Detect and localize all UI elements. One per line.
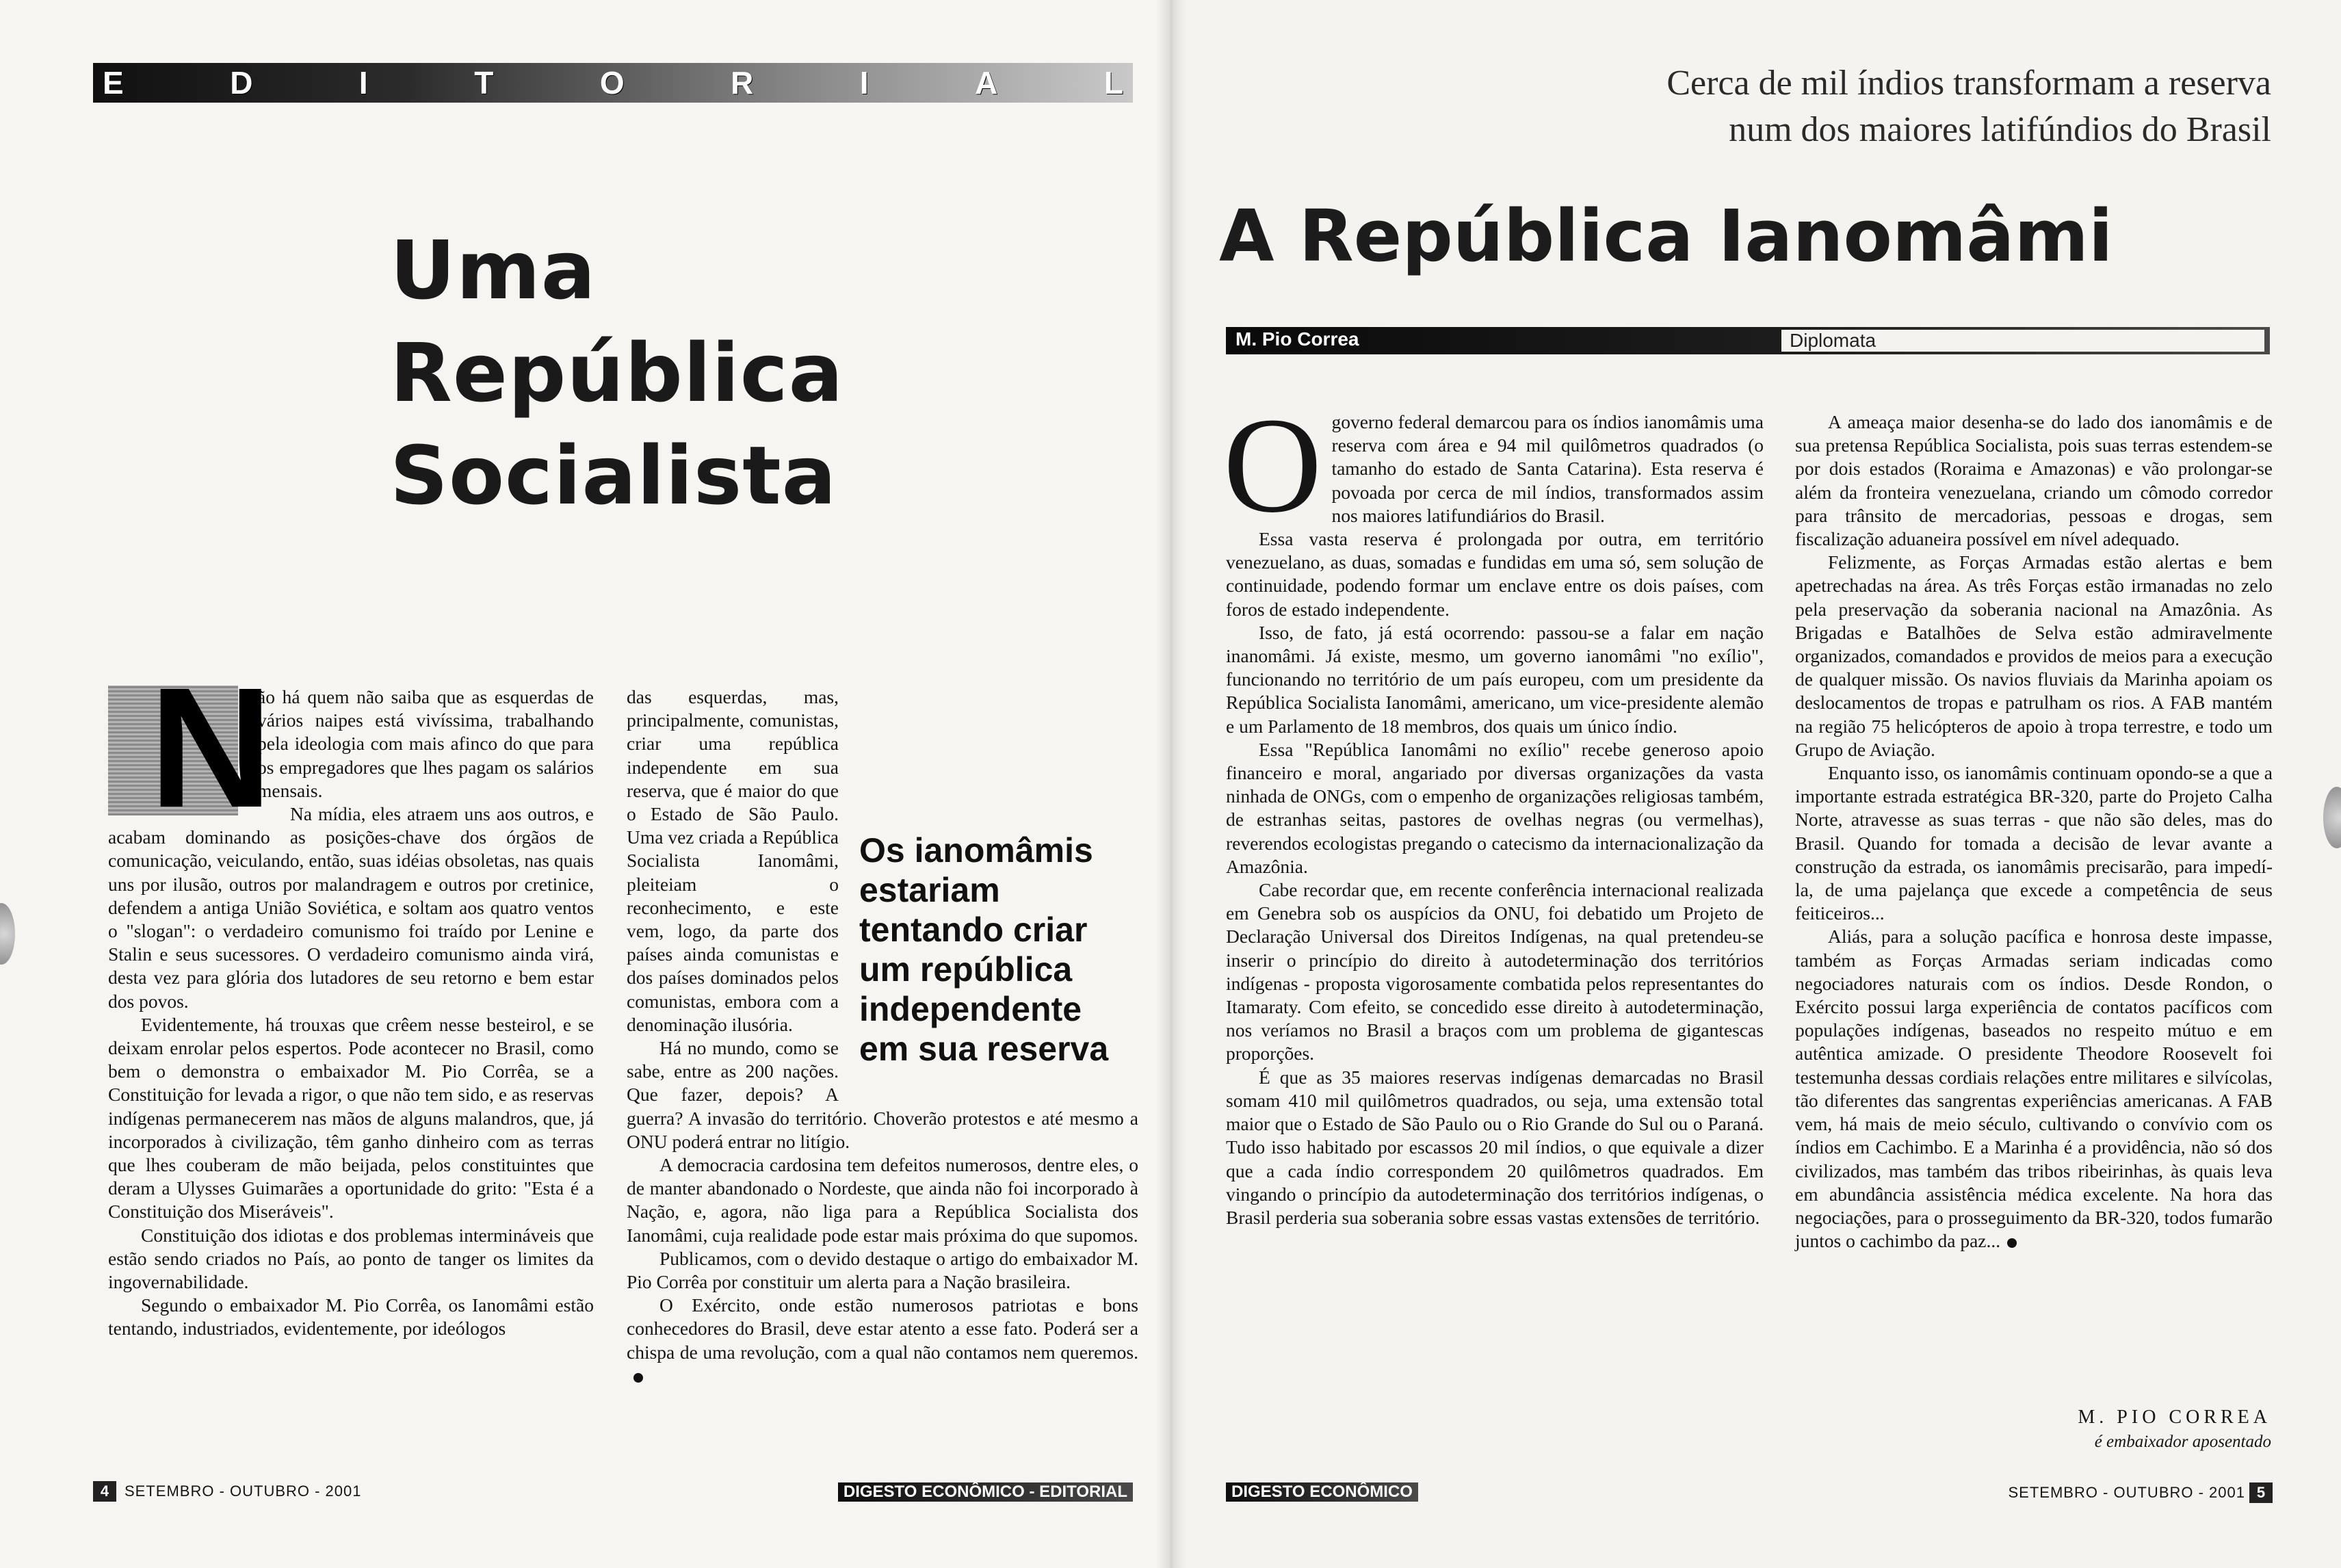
paragraph: Publicamos, com o devido destaque o artigo do embaixador M. Pio Corrêa por constituir um alerta para a Nação brasileira. [627, 1247, 1138, 1293]
section-letter: I [859, 65, 869, 101]
footer-date: SETEMBRO - OUTUBRO - 2001 [2008, 1484, 2245, 1501]
paragraph: das esquerdas, mas, principalmente, comunistas, criar uma república independente em sua reserva, que é maior do que o Estado de São Paulo. Uma vez criada a República Socialista Ianomâmi, pleiteiam o reconhecimento, e este vem, logo, da parte dos países ainda comunistas e dos países dominados pelos comunistas, embora com a denominação ilusória. [627, 686, 839, 1035]
editorial-column-1 [108, 652, 594, 1341]
page-number: 4 [93, 1481, 116, 1502]
article-title: A República Ianomâmi [1219, 194, 2113, 278]
drop-cap: O [1223, 390, 1322, 541]
end-mark-icon [633, 1373, 643, 1383]
paragraph: Cabe recordar que, em recente conferência internacional realizada em Genebra sob os auspícios da ONU, foi debatido um Projeto de Declaração Universal dos Direitos Indígenas, na qual pretendeu-se inserir o princípio do direito à autodeterminação dos territórios indígenas - proposta vigorosamente combatida pelos representantes do Itamaraty. Com efeito, se concedido esse direito à autodeterminação, nos veríamos no Brasil a braços com um problema de gigantescas proporções. [1226, 879, 1764, 1064]
paragraph: Há no mundo, como se sabe, entre as 200 nações. Que fazer, depois? A guerra? A invasão do território. Choverão protestos e até mesmo a ONU poderá entrar no litígio. [627, 1037, 1138, 1152]
left-page [0, 0, 1170, 1568]
footer-date: SETEMBRO - OUTUBRO - 2001 [125, 1482, 362, 1500]
page-footer [93, 1481, 1133, 1504]
paragraph: Na mídia, eles atraem uns aos outros, e acabam dominando as posições-chave dos órgãos de comunicação, veiculando, então, suas idéias obsoletas, nas quais uns por ilusão, outros por malandragem e outros por cretinice, defendem a antiga União Soviética, e soltam aos quatro ventos o "slogan": o verdadeiro comunismo foi traído por Lenine e Stalin e seus sucessores. O verdadeiro comunismo ainda virá, desta vez para glória dos lutadores de seu retorno e bem estar dos povos. [108, 803, 594, 1012]
author-name: M. Pio Correa [1235, 328, 1359, 350]
signature-name: M. PIO CORREA [2078, 1407, 2271, 1428]
section-label-band [93, 63, 1133, 103]
drop-cap [108, 652, 273, 843]
article-column-2 [1795, 410, 2273, 1253]
paragraph-text: O Exército, onde estão numerosos patriotas e bons conhecedores do Brasil, deve estar atento a esse fato. Poderá ser a chispa de uma revolução, com a qual não contamos nem queremos. [627, 1294, 1138, 1363]
paragraph: É que as 35 maiores reservas indígenas demarcadas no Brasil somam 410 mil quilômetros quadrados, ou seja, uma extensão total maior que o Estado de São Paulo ou o Rio Grande do Sul ou o Paraná. Tudo isso habitado por escassos 20 mil índios, o que equivale a dizer que a cada índio correspondem 20 quilômetros quadrados. Em vingando o princípio da autodeterminação dos territórios indígenas, o Brasil perderia sua soberania sobre essas vastas extensões de território. [1226, 1066, 1764, 1228]
paragraph: Enquanto isso, os ianomâmis continuam opondo-se a que a importante estrada estratégica BR-320, parte do Projeto Calha Norte, atravesse as suas terras - que não são deles, mas do Brasil. Quando for tomada a decisão de levar avante a construção da estrada, os ianomâmis precisarão, para impedí-la, de uma pajelança que excede a competência de seus feiticeiros... [1795, 762, 2273, 924]
end-mark-icon [2007, 1238, 2017, 1248]
article-kicker [1526, 60, 2271, 153]
section-letter: E [103, 65, 124, 101]
editorial-title [390, 219, 1142, 527]
binder-clip-mark [0, 903, 15, 965]
paragraph: Constituição dos idiotas e dos problemas intermináveis que estão sendo criados no País, ao ponto de tanger os limites da ingovernabilidade. [108, 1224, 594, 1293]
paragraph: Evidentemente, há trouxas que crêem nesse besteirol, e se deixam enrolar pelos espertos. Pode acontecer no Brasil, como bem o demonstra o embaixador M. Pio Corrêa, se a Constituição for levada a rigor, o que não tem sido, e as reservas indígenas permanecerem nas mãos de alguns malandros, que, já incorporados à civilização, têm ganho dinheiro com as terras que lhes couberam de mão beijada, pelos constituintes que deram a Ulysses Guimarães a oportunidade do grito: "Esta é a Constituição dos Miseráveis". [108, 1013, 594, 1223]
footer-magazine: DIGESTO ECONÔMICO - EDITORIAL [838, 1482, 1133, 1502]
paragraph-last [627, 1294, 1138, 1387]
section-letter: R [731, 65, 754, 101]
pull-quote [859, 831, 1138, 1069]
paragraph-text: Aliás, para a solução pacífica e honrosa deste impasse, também as Forças Armadas seriam indicadas como negociadores naturais com os índios. Desde Rondon, o Exército possui larga experiência de contatos pacíficos com populações indígenas, baseados no respeito mútuo e em autêntica amizade. O presidente Theodore Roosevelt foi testemunha dessas cordiais relações entre militares e silvícolas, tão diferentes das sangrentas experiências americanas. A FAB vem, há mais de meio século, cultivando o convívio com os índios em Cachimbo. E a Marinha é a providência, não só dos civilizados, mas também das tribos ribeirinhas, às quais leva em abundância assistência médica excelente. Na hora das negociações, para o prosseguimento da BR-320, todos fumarão juntos o cachimbo da paz... [1795, 926, 2273, 1252]
title-line: Socialista [390, 428, 837, 523]
paragraph: Essa "República Ianomâmi no exílio" recebe generoso apoio financeiro e moral, angariado por diversas organizações da vasta ninhada de ONGs, com o empenho de organizações religiosas também, de estranhas seitas, pastores de ovelhas negras (ou vermelhas), reverendos ecologistas pregando o catecismo da internacionalização da Amazônia. [1226, 738, 1764, 877]
kicker-line: num dos maiores latifúndios do Brasil [1729, 110, 2271, 149]
page-number: 5 [2249, 1482, 2273, 1503]
pull-quote-text: Os ianomâmis estariam tentando criar um república independente em sua reserva [859, 831, 1109, 1068]
paragraph: A democracia cardosina tem defeitos numerosos, dentre eles, o de manter abandonado o Nordeste, que ainda não foi incorporado à Nação, e, agora, não liga para a República Socialista dos Ianomâmi, cuja realidade pode estar mais próxima do que supomos. [627, 1154, 1138, 1246]
article-column-1 [1223, 390, 1764, 1229]
paragraph-last [1795, 925, 2273, 1253]
drop-cap-letter: N [149, 652, 273, 843]
section-letter: D [230, 65, 253, 101]
author-band [1226, 327, 2270, 354]
paragraph: Essa vasta reserva é prolongada por outra, em território venezuelano, as duas, somadas e fundidas em uma só, sem solução de continuidade, podendo formar um enclave entre os dois países, com foros de estado independente. [1226, 528, 1764, 620]
page-footer-right [1226, 1481, 2273, 1504]
section-letter: L [1103, 65, 1123, 101]
section-letter: T [474, 65, 494, 101]
paragraph: ão há quem não saiba que as esquerdas de vários naipes está vivíssima, trabalhando pela ideologia com mais afinco do que para os empregadores que lhes pagam os salários mensais. [257, 686, 594, 801]
section-letter: I [358, 65, 368, 101]
title-line: Uma [390, 223, 597, 317]
section-letter: A [975, 65, 998, 101]
paragraph: A ameaça maior desenha-se do lado dos ianomâmis e de sua pretensa República Socialista, pois suas terras estendem-se por dois estados (Roraima e Amazonas) e vão prolongar-se além da fronteira venezuelana, criando um cômodo corredor para trânsito de mercadorias, pessoas e drogas, sem fiscalização aduaneira possível em nível adequado. [1795, 411, 2273, 550]
editorial-column-2 [627, 685, 1138, 1387]
paragraph: Segundo o embaixador M. Pio Corrêa, os Ianomâmi estão tentando, industriados, evidentemente, por ideólogos [108, 1294, 594, 1340]
signature-role: é embaixador aposentado [2094, 1433, 2271, 1451]
title-line: República [390, 326, 844, 420]
page-gutter [1156, 0, 1186, 1568]
section-letter: O [599, 65, 625, 101]
paragraph: Felizmente, as Forças Armadas estão alertas e bem apetrechadas na área. As três Forças estão irmanadas no zelo pela preservação da soberania nacional na Amazônia. As Brigadas e Batalhões de Selva estão admiravelmente organizados, comandados e providos de meios para a execução de qualquer missão. Os navios fluviais da Marinha apoiam os deslocamentos de tropas e patrulham os rios. A FAB mantém na região 75 helicópteros de apoio à tropa terrestre, e todo um Grupo de Aviação. [1795, 551, 2273, 760]
paragraph: Isso, de fato, já está ocorrendo: passou-se a falar em nação inanomâmi. Já existe, mesmo, um governo ianomâmi "no exílio", funcionando no território de um país europeu, com um presidente da República Socialista Ianomâmi, americano, um vice-presidente alemão e um Parlamento de 18 membros, dos quais um único índio. [1226, 621, 1764, 737]
author-role: Diplomata [1781, 330, 2264, 352]
paragraph: governo federal demarcou para os índios ianomâmis uma reserva com área e 94 mil quilômetros quadrados (o tamanho do estado de Santa Catarina). Esta reserva é povoada por cerca de mil índios, transformados assim nos maiores latifundiários do Brasil. [1331, 411, 1764, 526]
kicker-line: Cerca de mil índios transformam a reserva [1666, 64, 2271, 103]
signature [1932, 1405, 2271, 1454]
footer-magazine: DIGESTO ECONÔMICO [1226, 1482, 1418, 1502]
